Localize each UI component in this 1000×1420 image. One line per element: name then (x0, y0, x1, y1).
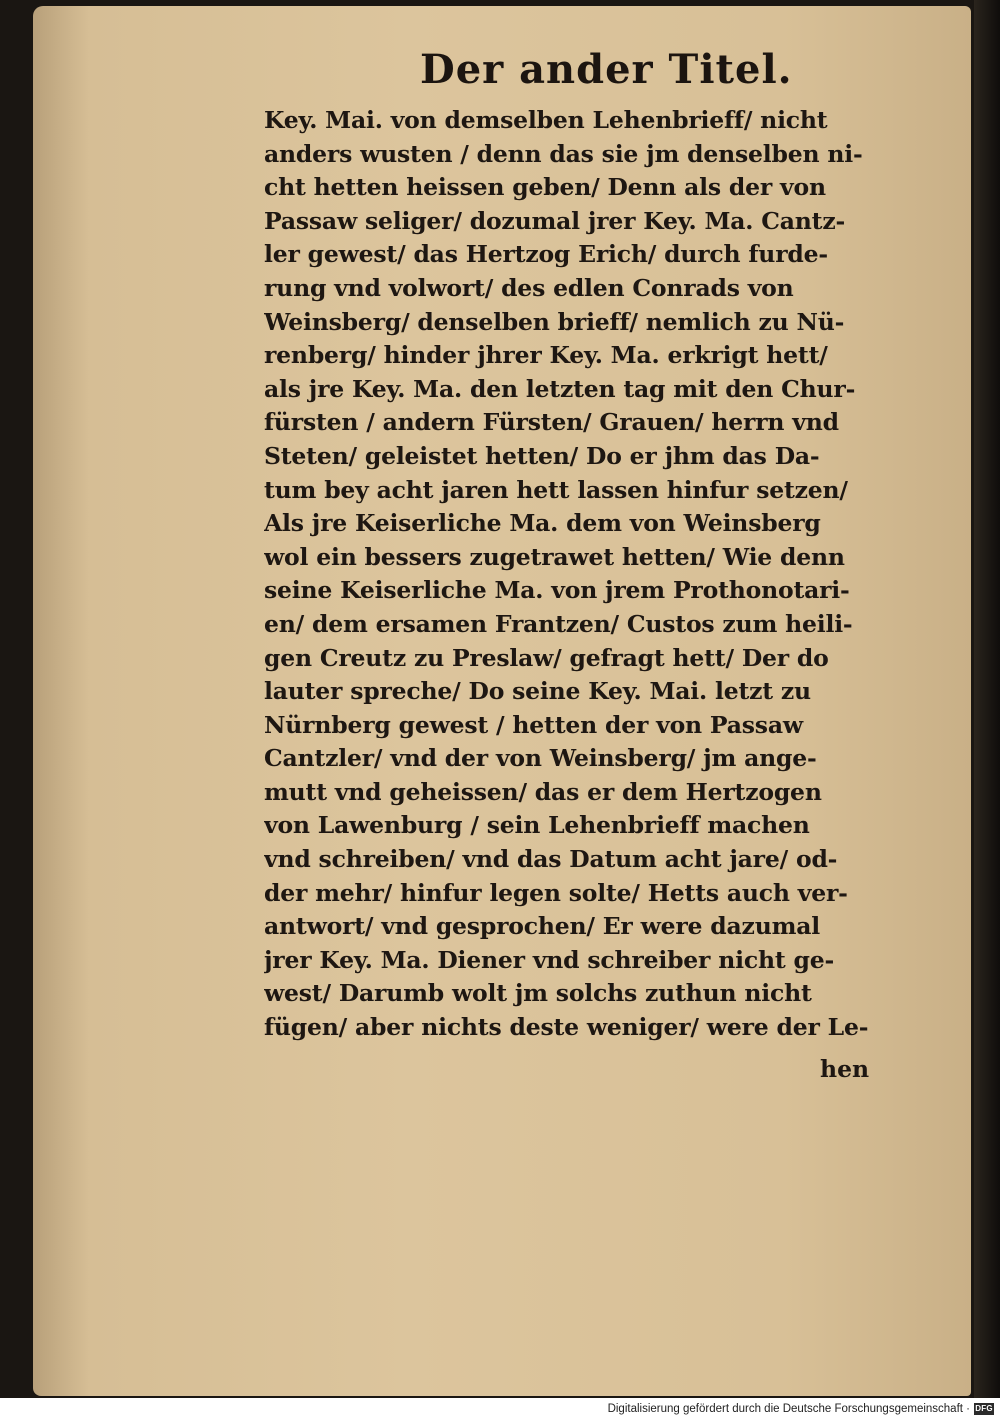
funding-credit: Digitalisierung gefördert durch die Deutsche Forschungsgemeinschaft · (607, 1403, 970, 1415)
text-line: seine Keiserliche Ma. von jrem Prothonotari- (264, 576, 850, 605)
text-line: renberg/ hinder jhrer Key. Ma. erkrigt hett/ (264, 341, 828, 370)
text-line: Passaw seliger/ dozumal jrer Key. Ma. Cantz- (264, 206, 846, 235)
text-line: fürsten / andern Fürsten/ Grauen/ herrn vnd (264, 408, 839, 437)
text-line: Key. Mai. von demselben Lehenbrieff/ nicht (264, 106, 828, 134)
text-line: wol ein bessers zugetrawet hetten/ Wie denn (264, 542, 845, 571)
dfg-logo: DFG (975, 1404, 993, 1413)
text-line: ler gewest/ das Hertzog Erich/ durch furde- (264, 240, 828, 269)
text-line: antwort/ vnd gesprochen/ Er were dazumal (264, 912, 821, 941)
text-line: cht hetten heissen geben/ Denn als der von (264, 173, 826, 202)
text-line: tum bey acht jaren hett lassen hinfur setzen/ (264, 475, 848, 504)
text-line: der mehr/ hinfur legen solte/ Hetts auch ver- (264, 878, 848, 907)
text-line: vnd schreiben/ vnd das Datum acht jare/ od- (264, 845, 838, 874)
text-line: lauter spreche/ Do seine Key. Mai. letzt zu (264, 677, 811, 706)
body-text (264, 104, 888, 1045)
text-line: Weinsberg/ denselben brieff/ nemlich zu Nü- (264, 307, 845, 336)
book-gutter (974, 0, 1000, 1420)
text-line: fügen/ aber nichts deste weniger/ were der Le- (264, 1013, 869, 1042)
text-line: west/ Darumb wolt jm solchs zuthun nicht (264, 979, 812, 1008)
text-line: gen Creutz zu Preslaw/ gefragt hett/ Der do (264, 643, 829, 672)
text-line: Nürnberg gewest / hetten der von Passaw (264, 710, 803, 739)
text-line: Steten/ geleistet hetten/ Do er jhm das Da- (264, 441, 820, 470)
text-line: als jre Key. Ma. den letzten tag mit den Chur- (264, 374, 856, 403)
text-line: mutt vnd geheissen/ das er dem Hertzogen (264, 777, 822, 806)
catchword: hen (820, 1055, 870, 1083)
text-line: en/ dem ersamen Frantzen/ Custos zum heili- (264, 609, 853, 638)
text-line: jrer Key. Ma. Diener vnd schreiber nicht ge- (264, 945, 835, 974)
page-title: Der ander Titel. (420, 46, 793, 93)
text-line: Cantzler/ vnd der von Weinsberg/ jm ange- (264, 744, 817, 773)
text-line: rung vnd volwort/ des edlen Conrads von (264, 273, 794, 302)
text-line: Als jre Keiserliche Ma. dem von Weinsberg (264, 509, 821, 538)
text-line: von Lawenburg / sein Lehenbrieff machen (264, 811, 810, 840)
text-line: anders wusten / denn das sie jm denselben ni- (264, 139, 863, 168)
